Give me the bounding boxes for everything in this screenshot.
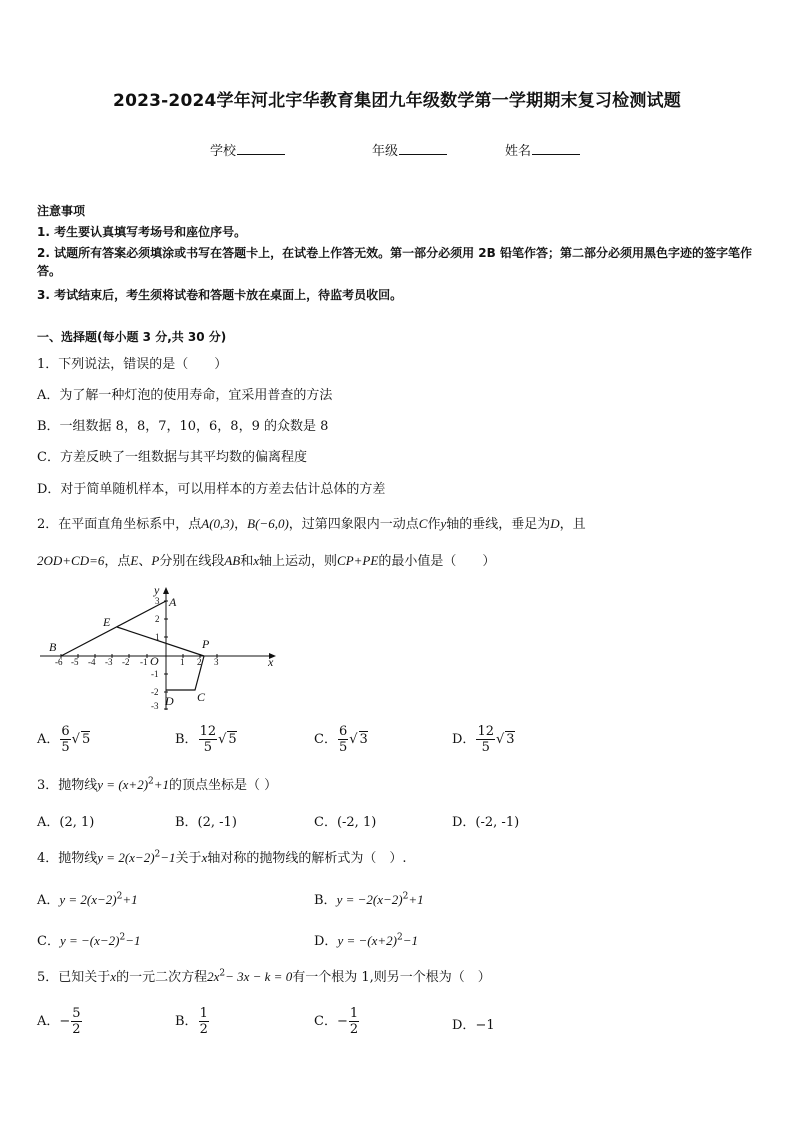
- radicand: 3: [506, 732, 515, 747]
- option-label: A．: [37, 1014, 60, 1029]
- option-equation: y = −2(x−2): [336, 892, 403, 907]
- q2-var: D: [550, 516, 560, 531]
- sqrt-sign: √: [218, 732, 227, 747]
- option-equation: y = 2(x−2): [59, 892, 117, 907]
- radicand: 5: [228, 732, 237, 747]
- option-label: D．: [314, 934, 338, 949]
- y-tick-label: 3: [155, 596, 160, 606]
- exponent: 2: [396, 932, 403, 943]
- q3-option-b: B．(2, -1): [175, 815, 237, 830]
- q2-condition: 2OD+CD=6: [37, 553, 105, 568]
- option-label: A．: [37, 732, 60, 747]
- q2-stem-line2: [37, 550, 495, 569]
- q1-stem: 1．下列说法，错误的是（ ）: [37, 357, 228, 372]
- numerator: 5: [72, 1006, 81, 1021]
- q2-text: 轴的垂线，垂足为: [446, 517, 551, 532]
- option-label: D．: [452, 1018, 476, 1033]
- option-equation-tail: +1: [122, 892, 138, 907]
- q5-text: 5．已知关于: [37, 970, 111, 985]
- segment-ab: [61, 601, 166, 656]
- option-equation-tail: +1: [408, 892, 424, 907]
- fraction: [349, 1006, 359, 1037]
- fraction: [71, 1006, 81, 1037]
- grade-label: 年级: [372, 144, 399, 159]
- q4-text: 4．抛物线: [37, 851, 98, 866]
- exponent: 2: [116, 891, 123, 902]
- exponent: 2: [219, 968, 226, 979]
- q4-equation: y = 2(x−2): [97, 850, 155, 865]
- exponent: 2: [402, 891, 409, 902]
- y-axis-arrow: [163, 587, 169, 594]
- numerator: 6: [338, 724, 348, 739]
- q2-coordinate-figure: [40, 582, 290, 714]
- denominator: 2: [349, 1022, 359, 1037]
- exponent: 2: [148, 776, 154, 787]
- q3-text: 的顶点坐标是（ ）: [169, 778, 278, 793]
- sqrt-sign: √: [71, 732, 80, 747]
- numerator: 6: [61, 724, 70, 739]
- q4-equation-tail: −1: [160, 850, 176, 865]
- x-tick-label: -3: [105, 657, 113, 667]
- q4-var: x: [201, 850, 208, 865]
- fraction: [338, 724, 348, 755]
- name-field: [505, 140, 580, 159]
- radicand: 5: [81, 732, 91, 747]
- numerator: 12: [477, 724, 494, 739]
- q3-option-c: C．(-2, 1): [314, 815, 377, 830]
- numerator: 12: [199, 724, 217, 739]
- q3-equation-tail: +1: [153, 777, 170, 792]
- notice-item-1: 1. 考生要认真填写考场号和座位序号。: [37, 225, 247, 239]
- label-b: B: [49, 640, 57, 654]
- y-tick-label: -1: [151, 669, 159, 679]
- x-tick-label: 2: [197, 657, 202, 667]
- denominator: 2: [72, 1022, 81, 1037]
- denominator: 5: [203, 740, 212, 755]
- denominator: 5: [61, 740, 70, 755]
- x-tick-label: -1: [140, 657, 148, 667]
- denominator: 5: [338, 740, 348, 755]
- school-field: [210, 140, 285, 159]
- q3-option-d: D．(-2, -1): [452, 815, 520, 830]
- sqrt-sign: √: [495, 732, 505, 747]
- sign: −: [336, 1014, 348, 1029]
- label-p: P: [202, 637, 210, 651]
- y-tick-label: -2: [151, 687, 159, 697]
- q2-point-a: A(0,3): [201, 516, 235, 531]
- q2-text: ，过第四象限内一动点: [288, 517, 419, 532]
- label-y: y: [154, 583, 160, 597]
- denominator: 2: [199, 1022, 208, 1037]
- label-o: O: [150, 654, 159, 668]
- q5-option-b: [175, 1006, 210, 1037]
- q3-stem: [37, 774, 277, 793]
- segment-ep: [117, 627, 204, 656]
- q5-var: x: [110, 969, 117, 984]
- option-label: C．: [314, 1014, 337, 1029]
- section-heading: 一、选择题(每小题 3 分,共 30 分): [37, 330, 227, 344]
- notice-item-2: 2. 试题所有答案必须填涂或书写在答题卡上，在试卷上作答无效。第一部分必须用 2B 铅笔作答；第二部分必须用黑色字迹的签字笔作答。: [37, 246, 752, 278]
- y-tick-label: 2: [155, 614, 160, 624]
- q2-text: 轴上运动，则: [259, 554, 338, 569]
- option-equation: y = −(x+2): [337, 933, 397, 948]
- x-tick-label: 1: [180, 657, 185, 667]
- q2-text: 和: [240, 554, 254, 569]
- q4-text: 轴对称的抛物线的解析式为（ ）.: [207, 851, 407, 866]
- q2-text: 作: [427, 517, 441, 532]
- option-equation-tail: −1: [402, 933, 418, 948]
- q2-var: x: [253, 553, 260, 568]
- x-tick-label: -5: [71, 657, 79, 667]
- option-equation: y = −(x−2): [59, 933, 120, 948]
- q2-option-d: [452, 724, 515, 755]
- q2-var: P: [151, 553, 160, 568]
- q4-text: 关于: [175, 851, 202, 866]
- q2-text: ，且: [559, 517, 586, 532]
- q2-var: y: [440, 516, 447, 531]
- name-label: 姓名: [505, 144, 532, 159]
- y-tick-label: 1: [155, 632, 160, 642]
- q4-option-c: [37, 930, 140, 949]
- q4-option-a: [37, 889, 138, 908]
- q2-text: ，: [234, 517, 248, 532]
- radicand: 3: [359, 732, 368, 747]
- notice-item-3: 3. 考试结束后，考生须将试卷和答题卡放在桌面上，待监考员收回。: [37, 288, 403, 302]
- label-e: E: [103, 615, 111, 629]
- q1-option-c: C．方差反映了一组数据与其平均数的偏离程度: [37, 450, 307, 465]
- option-label: B．: [175, 732, 198, 747]
- school-label: 学校: [210, 144, 237, 159]
- q5-equation: 2x: [207, 969, 220, 984]
- label-c: C: [197, 690, 206, 704]
- x-tick-label: -2: [122, 657, 130, 667]
- name-blank: [532, 142, 580, 155]
- grade-field: [372, 140, 447, 159]
- q5-option-c: [314, 1006, 360, 1037]
- q5-text: 的一元二次方程: [116, 970, 208, 985]
- q2-text: 分别在线段: [159, 554, 225, 569]
- q5-equation-tail: − 3x − k = 0: [225, 969, 293, 984]
- page-title: 2023-2024学年河北宇华教育集团九年级数学第一学期期末复习检测试题: [113, 91, 681, 111]
- fraction: [60, 724, 70, 755]
- q5-stem: [37, 966, 491, 985]
- fraction: [199, 1006, 209, 1037]
- label-a: A: [169, 595, 177, 609]
- q5-option-a: [37, 1006, 83, 1037]
- q3-option-a: A．(2, 1): [37, 815, 95, 830]
- x-tick-label: -6: [55, 657, 63, 667]
- q4-option-b: [314, 889, 424, 908]
- q2-option-a: [37, 724, 90, 755]
- q5-option-d: [452, 1014, 495, 1033]
- label-x: x: [268, 655, 274, 669]
- q2-var: AB: [224, 553, 241, 568]
- x-tick-label: 3: [214, 657, 219, 667]
- option-label: B．: [314, 893, 337, 908]
- fraction: [476, 724, 495, 755]
- q2-expression: CP+PE: [337, 553, 379, 568]
- sqrt-sign: √: [349, 732, 358, 747]
- q4-stem: [37, 847, 406, 866]
- option-label: B．: [175, 1014, 198, 1029]
- option-label: C．: [37, 934, 60, 949]
- q2-point-b: B(−6,0): [247, 516, 289, 531]
- option-equation-tail: −1: [125, 933, 141, 948]
- option-value: −1: [475, 1018, 495, 1033]
- q2-text: 的最小值是（ ）: [378, 554, 496, 569]
- q2-stem-line1: [37, 513, 586, 532]
- option-label: C．: [314, 732, 337, 747]
- option-label: D．: [452, 732, 476, 747]
- exponent: 2: [119, 932, 126, 943]
- notice-heading: 注意事项: [37, 204, 86, 218]
- q1-option-a: A．为了解一种灯泡的使用寿命，宜采用普查的方法: [37, 388, 333, 403]
- sign: −: [59, 1014, 71, 1029]
- x-tick-label: -4: [88, 657, 96, 667]
- denominator: 5: [481, 740, 490, 755]
- exponent: 2: [154, 849, 161, 860]
- q2-option-b: [175, 724, 237, 755]
- y-tick-label: -3: [151, 701, 159, 711]
- label-d: D: [165, 694, 174, 708]
- school-blank: [237, 142, 285, 155]
- q5-text: 有一个根为 1,则另一个根为（ ）: [292, 970, 491, 985]
- q2-var: C: [418, 516, 428, 531]
- q2-text: 、: [138, 554, 152, 569]
- q1-option-d: D．对于简单随机样本，可以用样本的方差去估计总体的方差: [37, 482, 386, 497]
- option-label: A．: [37, 893, 60, 908]
- numerator: 1: [199, 1006, 208, 1021]
- q2-text: 2．在平面直角坐标系中，点: [37, 517, 202, 532]
- q3-equation: y = (x+2): [97, 777, 149, 792]
- q3-text: 3．抛物线: [37, 778, 98, 793]
- q2-var: E: [130, 553, 139, 568]
- q4-option-d: [314, 930, 418, 949]
- numerator: 1: [349, 1006, 359, 1021]
- fraction: [199, 724, 218, 755]
- q2-option-c: [314, 724, 368, 755]
- q1-option-b: B．一组数据 8，8，7，10，6，8，9 的众数是 8: [37, 419, 329, 434]
- grade-blank: [399, 142, 447, 155]
- q2-text: ，点: [104, 554, 131, 569]
